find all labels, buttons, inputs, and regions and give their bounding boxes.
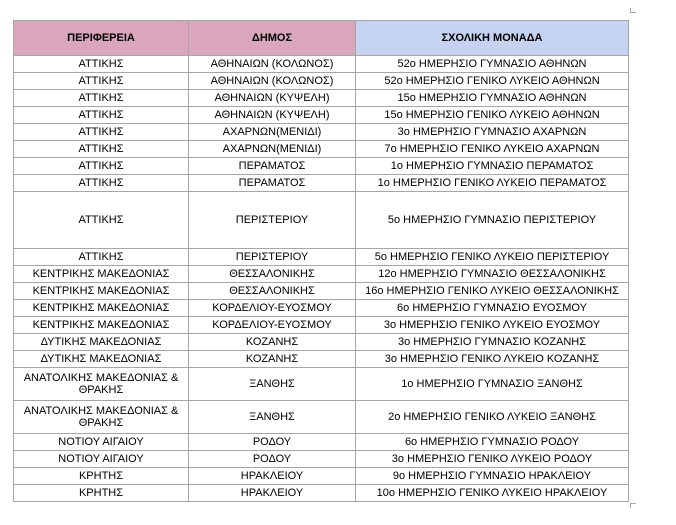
cell-region: ΑΤΤΙΚΗΣ [14,90,189,107]
cell-school: 15ο ΗΜΕΡΗΣΙΟ ΓΕΝΙΚΟ ΛΥΚΕΙΟ ΑΘΗΝΩΝ [356,107,629,124]
cell-municipality: ΞΑΝΘΗΣ [189,368,356,401]
cell-municipality: ΑΘΗΝΑΙΩΝ (ΚΟΛΩΝΟΣ) [189,56,356,73]
table-row [14,283,629,300]
cell-school: 1ο ΗΜΕΡΗΣΙΟ ΓΥΜΝΑΣΙΟ ΠΕΡΑΜΑΤΟΣ [356,158,629,175]
table-row [14,141,629,158]
cell-school: 16ο ΗΜΕΡΗΣΙΟ ΓΕΝΙΚΟ ΛΥΚΕΙΟ ΘΕΣΣΑΛΟΝΙΚΗΣ [356,283,629,300]
table-row [14,73,629,90]
cell-municipality: ΑΘΗΝΑΙΩΝ (ΚΥΨΕΛΗ) [189,90,356,107]
table-row [14,192,629,249]
table-row [14,485,629,502]
cell-school: 6ο ΗΜΕΡΗΣΙΟ ΓΥΜΝΑΣΙΟ ΡΟΔΟΥ [356,434,629,451]
cell-region: ΔΥΤΙΚΗΣ ΜΑΚΕΔΟΝΙΑΣ [14,334,189,351]
cell-school: 52ο ΗΜΕΡΗΣΙΟ ΓΥΜΝΑΣΙΟ ΑΘΗΝΩΝ [356,56,629,73]
cell-region: ΑΤΤΙΚΗΣ [14,56,189,73]
table-row [14,334,629,351]
cell-region: ΚΡΗΤΗΣ [14,485,189,502]
cell-school: 5ο ΗΜΕΡΗΣΙΟ ΓΥΜΝΑΣΙΟ ΠΕΡΙΣΤΕΡΙΟΥ [356,192,629,249]
cell-municipality: ΞΑΝΘΗΣ [189,401,356,434]
cell-school: 3ο ΗΜΕΡΗΣΙΟ ΓΥΜΝΑΣΙΟ ΚΟΖΑΝΗΣ [356,334,629,351]
cell-municipality: ΡΟΔΟΥ [189,451,356,468]
cell-region: ΔΥΤΙΚΗΣ ΜΑΚΕΔΟΝΙΑΣ [14,351,189,368]
schools-table [13,20,629,502]
table-row [14,56,629,73]
cell-municipality: ΑΘΗΝΑΙΩΝ (ΚΟΛΩΝΟΣ) [189,73,356,90]
table-row [14,175,629,192]
cell-school: 7ο ΗΜΕΡΗΣΙΟ ΓΕΝΙΚΟ ΛΥΚΕΙΟ ΑΧΑΡΝΩΝ [356,141,629,158]
header-municipality: ΔΗΜΟΣ [189,21,356,56]
cell-school: 3ο ΗΜΕΡΗΣΙΟ ΓΕΝΙΚΟ ΛΥΚΕΙΟ ΡΟΔΟΥ [356,451,629,468]
cell-region: ΑΤΤΙΚΗΣ [14,175,189,192]
cell-municipality: ΚΟΖΑΝΗΣ [189,334,356,351]
cell-municipality: ΠΕΡΙΣΤΕΡΙΟΥ [189,249,356,266]
cell-school: 3ο ΗΜΕΡΗΣΙΟ ΓΥΜΝΑΣΙΟ ΑΧΑΡΝΩΝ [356,124,629,141]
table-row [14,368,629,401]
table-row [14,266,629,283]
cell-region: ΑΤΤΙΚΗΣ [14,124,189,141]
cell-municipality: ΑΧΑΡΝΩΝ(ΜΕΝΙΔΙ) [189,124,356,141]
cell-school: 9ο ΗΜΕΡΗΣΙΟ ΓΥΜΝΑΣΙΟ ΗΡΑΚΛΕΙΟΥ [356,468,629,485]
cell-region: ΚΕΝΤΡΙΚΗΣ ΜΑΚΕΔΟΝΙΑΣ [14,266,189,283]
table-row [14,401,629,434]
cell-municipality: ΚΟΡΔΕΛΙΟΥ-ΕΥΟΣΜΟΥ [189,317,356,334]
cell-region: ΚΡΗΤΗΣ [14,468,189,485]
cell-municipality: ΘΕΣΣΑΛΟΝΙΚΗΣ [189,283,356,300]
cell-region: ΑΤΤΙΚΗΣ [14,73,189,90]
cell-school: 5ο ΗΜΕΡΗΣΙΟ ΓΕΝΙΚΟ ΛΥΚΕΙΟ ΠΕΡΙΣΤΕΡΙΟΥ [356,249,629,266]
page-corner-mark-top [630,8,636,13]
cell-school: 1ο ΗΜΕΡΗΣΙΟ ΓΕΝΙΚΟ ΛΥΚΕΙΟ ΠΕΡΑΜΑΤΟΣ [356,175,629,192]
cell-municipality: ΡΟΔΟΥ [189,434,356,451]
cell-region: ΑΤΤΙΚΗΣ [14,249,189,266]
table-row [14,90,629,107]
cell-municipality: ΗΡΑΚΛΕΙΟΥ [189,485,356,502]
table-row [14,107,629,124]
cell-municipality: ΑΧΑΡΝΩΝ(ΜΕΝΙΔΙ) [189,141,356,158]
cell-municipality: ΠΕΡΙΣΤΕΡΙΟΥ [189,192,356,249]
cell-school: 15ο ΗΜΕΡΗΣΙΟ ΓΥΜΝΑΣΙΟ ΑΘΗΝΩΝ [356,90,629,107]
header-school: ΣΧΟΛΙΚΗ ΜΟΝΑΔΑ [356,21,629,56]
header-row [14,21,629,56]
cell-municipality: ΠΕΡΑΜΑΤΟΣ [189,175,356,192]
cell-school: 3ο ΗΜΕΡΗΣΙΟ ΓΕΝΙΚΟ ΛΥΚΕΙΟ ΚΟΖΑΝΗΣ [356,351,629,368]
table-row [14,300,629,317]
cell-school: 1ο ΗΜΕΡΗΣΙΟ ΓΥΜΝΑΣΙΟ ΞΑΝΘΗΣ [356,368,629,401]
cell-region: ΝΟΤΙΟΥ ΑΙΓΑΙΟΥ [14,434,189,451]
cell-municipality: ΗΡΑΚΛΕΙΟΥ [189,468,356,485]
cell-region: ΝΟΤΙΟΥ ΑΙΓΑΙΟΥ [14,451,189,468]
cell-municipality: ΚΟΖΑΝΗΣ [189,351,356,368]
cell-school: 6ο ΗΜΕΡΗΣΙΟ ΓΥΜΝΑΣΙΟ ΕΥΟΣΜΟΥ [356,300,629,317]
table-row [14,434,629,451]
table-row [14,317,629,334]
cell-region: ΑΝΑΤΟΛΙΚΗΣ ΜΑΚΕΔΟΝΙΑΣ & ΘΡΑΚΗΣ [14,401,189,434]
cell-region: ΚΕΝΤΡΙΚΗΣ ΜΑΚΕΔΟΝΙΑΣ [14,317,189,334]
cell-municipality: ΑΘΗΝΑΙΩΝ (ΚΥΨΕΛΗ) [189,107,356,124]
table-row [14,249,629,266]
cell-municipality: ΘΕΣΣΑΛΟΝΙΚΗΣ [189,266,356,283]
cell-region: ΚΕΝΤΡΙΚΗΣ ΜΑΚΕΔΟΝΙΑΣ [14,300,189,317]
table-row [14,158,629,175]
cell-municipality: ΚΟΡΔΕΛΙΟΥ-ΕΥΟΣΜΟΥ [189,300,356,317]
cell-school: 10ο ΗΜΕΡΗΣΙΟ ΓΕΝΙΚΟ ΛΥΚΕΙΟ ΗΡΑΚΛΕΙΟΥ [356,485,629,502]
cell-region: ΚΕΝΤΡΙΚΗΣ ΜΑΚΕΔΟΝΙΑΣ [14,283,189,300]
table-row [14,451,629,468]
cell-municipality: ΠΕΡΑΜΑΤΟΣ [189,158,356,175]
page-corner-mark-bottom [630,503,636,508]
cell-school: 52ο ΗΜΕΡΗΣΙΟ ΓΕΝΙΚΟ ΛΥΚΕΙΟ ΑΘΗΝΩΝ [356,73,629,90]
table-row [14,468,629,485]
cell-region: ΑΤΤΙΚΗΣ [14,192,189,249]
header-region: ΠΕΡΙΦΕΡΕΙΑ [14,21,189,56]
cell-region: ΑΤΤΙΚΗΣ [14,107,189,124]
cell-region: ΑΝΑΤΟΛΙΚΗΣ ΜΑΚΕΔΟΝΙΑΣ & ΘΡΑΚΗΣ [14,368,189,401]
cell-region: ΑΤΤΙΚΗΣ [14,158,189,175]
table-row [14,124,629,141]
cell-school: 2ο ΗΜΕΡΗΣΙΟ ΓΕΝΙΚΟ ΛΥΚΕΙΟ ΞΑΝΘΗΣ [356,401,629,434]
cell-region: ΑΤΤΙΚΗΣ [14,141,189,158]
cell-school: 12ο ΗΜΕΡΗΣΙΟ ΓΥΜΝΑΣΙΟ ΘΕΣΣΑΛΟΝΙΚΗΣ [356,266,629,283]
cell-school: 3ο ΗΜΕΡΗΣΙΟ ΓΕΝΙΚΟ ΛΥΚΕΙΟ ΕΥΟΣΜΟΥ [356,317,629,334]
table-row [14,351,629,368]
